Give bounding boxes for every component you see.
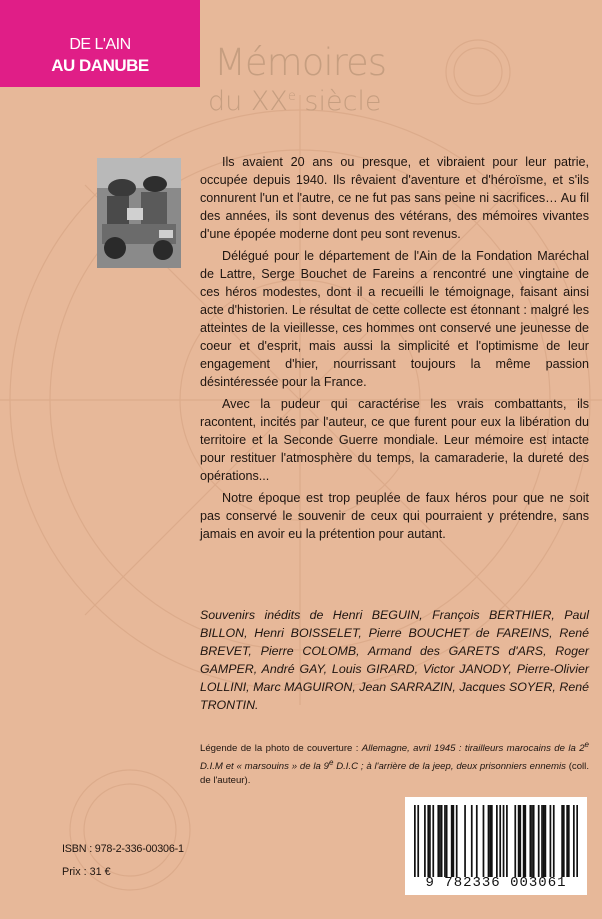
barcode-bar bbox=[489, 805, 491, 877]
barcode-bar bbox=[432, 805, 434, 877]
barcode-bar bbox=[550, 805, 552, 877]
barcode-bars bbox=[414, 805, 578, 877]
series-title-line-2: du XXe siècle bbox=[208, 86, 382, 117]
barcode-bar bbox=[441, 805, 443, 877]
series-title-line-1: Mémoires bbox=[214, 41, 387, 84]
barcode-bar bbox=[414, 805, 416, 877]
barcode-digits: 9 782336 003061 bbox=[425, 875, 567, 891]
barcode-bar bbox=[427, 805, 429, 877]
isbn: ISBN : 978-2-336-00306-1 bbox=[62, 843, 184, 855]
barcode-bar bbox=[518, 805, 520, 877]
barcode-bar bbox=[553, 805, 555, 877]
barcode-bar bbox=[531, 805, 533, 877]
summary-paragraph: Ils avaient 20 ans ou presque, et vibraient pour leur patrie, occupée depuis 1940. Ils rêvaient d'aventure et d'héroïsme, et s'ils connurent l'un et l'autre, ce ne fut pas sans peine ni sacrifices… Au fil des années, ils sont devenus des vétérans, des mémoires vivantes d'une épopée moderne dont peu sont revenus. bbox=[200, 155, 589, 241]
collection-badge bbox=[0, 0, 200, 87]
barcode-bar bbox=[545, 805, 547, 877]
barcode-bar bbox=[563, 805, 565, 877]
badge-line-1: DE L'AIN bbox=[69, 36, 131, 53]
barcode-bar bbox=[503, 805, 505, 877]
barcode-bar bbox=[576, 805, 578, 877]
barcode-bar bbox=[568, 805, 570, 877]
barcode-bar bbox=[496, 805, 498, 877]
barcode-bar bbox=[452, 805, 454, 877]
barcode-bar bbox=[519, 805, 521, 877]
barcode-bar bbox=[561, 805, 563, 877]
barcode-bar bbox=[566, 805, 568, 877]
barcode-bar bbox=[424, 805, 426, 877]
barcode-bar bbox=[491, 805, 493, 877]
barcode-bar bbox=[437, 805, 439, 877]
barcode-bar bbox=[429, 805, 431, 877]
barcode-bar bbox=[573, 805, 575, 877]
barcode-bar bbox=[464, 805, 466, 877]
contributors-list: Souvenirs inédits de Henri BEGUIN, François BERTHIER, Paul BILLON, Henri BOISSELET, Pierre BOUCHET de FAREINS, René BREVET, Pierre COLOMB, Armand des GARETS d'ARS, Roger GAMPER, André GAY, Louis GIRARD, Victor JANODY, Pierre-Olivier LOLLINI, Marc MAGUIRON, Jean SARRAZIN, Jacques SOYER, René TRONTIN. bbox=[200, 608, 589, 712]
summary-paragraph: Notre époque est trop peuplée de faux héros pour que ne soit pas conservé le souvenir de ceux qui pourraient y prétendre, sans jamais en avoir eu la prétention pour autant. bbox=[200, 491, 589, 541]
barcode-bar bbox=[541, 805, 543, 877]
summary-paragraph: Délégué pour le département de l'Ain de la Fondation Maréchal de Lattre, Serge Bouchet de Fareins a rencontré une vingtaine de ces héros modestes, dont il a recueilli le témoignage, faisant ainsi acte d'historien. Le résultat de cette collecte est étonnant : malgré les atteintes de la vieillesse, ces hommes ont conservé une jeunesse de coeur et d'esprit, mais aussi la simplicité et l'optimisme de leur engagement d'hier, nourrissant toujours la même passion désintéressée pour la France. bbox=[200, 249, 589, 389]
barcode-bar bbox=[471, 805, 473, 877]
barcode-bar bbox=[514, 805, 516, 877]
barcode-bar bbox=[439, 805, 441, 877]
barcode-bar bbox=[506, 805, 508, 877]
barcode-bar bbox=[524, 805, 526, 877]
barcode-bar bbox=[446, 805, 448, 877]
badge-line-2: AU DANUBE bbox=[51, 56, 149, 75]
barcode-bar bbox=[483, 805, 485, 877]
price: Prix : 31 € bbox=[62, 866, 111, 878]
barcode-bar bbox=[523, 805, 525, 877]
cover-photo-caption: Légende de la photo de couverture : Allemagne, avril 1945 : tirailleurs marocains de la 2e D.I.M et « marsouins » de la 9e D.I.C ; à l'arrière de la jeep, deux prisonniers ennemis (coll. de l'auteur). bbox=[200, 740, 589, 787]
barcode-bar bbox=[529, 805, 531, 877]
barcode-bar bbox=[417, 805, 419, 877]
barcode-bar bbox=[499, 805, 501, 877]
series-title bbox=[208, 41, 387, 117]
barcode-bar bbox=[488, 805, 490, 877]
summary-paragraph: Avec la pudeur qui caractérise les vrais combattants, ils racontent, incités par l'auteur, ce que furent pour eux la libération du territoire et la Seconde Guerre mondiale. Leur mémoire est intacte pour restituer l'atmosphère du temps, la camaraderie, la dureté des opérations... bbox=[200, 397, 589, 483]
barcode-bar bbox=[543, 805, 545, 877]
book-summary bbox=[200, 153, 589, 547]
barcode-bar bbox=[476, 805, 478, 877]
barcode-bar bbox=[451, 805, 453, 877]
cover-photo-thumbnail bbox=[97, 158, 181, 268]
barcode-bar bbox=[538, 805, 540, 877]
barcode-bar bbox=[533, 805, 535, 877]
barcode-bar bbox=[444, 805, 446, 877]
barcode bbox=[405, 797, 587, 895]
barcode-bar bbox=[456, 805, 458, 877]
